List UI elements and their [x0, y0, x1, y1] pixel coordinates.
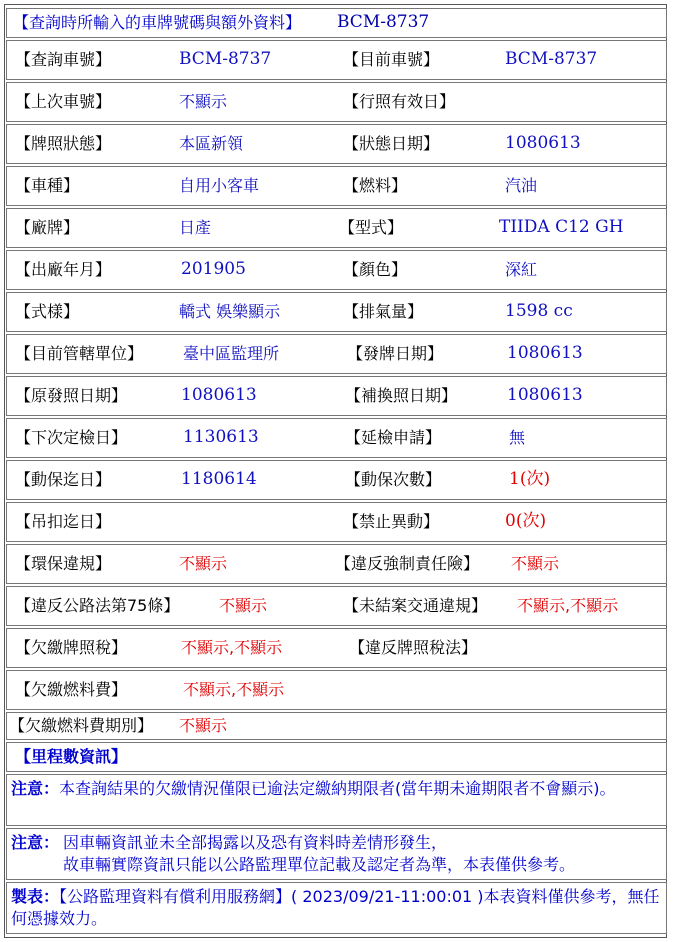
row-brand	[6, 208, 667, 248]
row-collateral	[6, 460, 667, 500]
footer-prefix: 製表：	[11, 887, 60, 906]
label-license-valid: 【行照有效日】	[343, 92, 456, 111]
label-suspension-until: 【吊扣迄日】	[15, 512, 112, 531]
label-displacement: 【排氣量】	[343, 302, 424, 321]
value-next-inspection: 1130613	[183, 427, 259, 447]
value-issue-date: 1080613	[507, 343, 583, 363]
label-status-date: 【狀態日期】	[343, 134, 440, 153]
value-status-date: 1080613	[505, 133, 581, 153]
footer-source: 【公路監理資料有償利用服務網】	[59, 887, 292, 906]
label-env-violation: 【環保違規】	[15, 554, 112, 573]
row-jurisdiction	[6, 334, 667, 374]
value-reissue-date: 1080613	[507, 385, 583, 405]
note-1-body: 本查詢結果的欠繳情況僅限已逾法定繳納期限者(當年期未逾期限者不會顯示)。	[59, 779, 616, 798]
value-body-style: 轎式 娛樂顯示	[179, 302, 281, 321]
label-brand: 【廠牌】	[15, 218, 80, 237]
label-model: 【型式】	[339, 218, 404, 237]
label-reissue-date: 【補換照日期】	[345, 386, 458, 405]
value-prev-plate: 不顯示	[179, 92, 228, 111]
note-2	[6, 828, 667, 880]
note-2-line-2: 故車輛實際資訊只能以公路監理單位記載及認定者為準，本表僅供參考。	[63, 855, 576, 874]
label-open-traffic-violation: 【未結案交通違規】	[343, 596, 488, 615]
footer-text	[11, 886, 662, 930]
row-prev-plate	[6, 82, 667, 122]
note-1-text	[11, 778, 662, 800]
label-transfer-ban: 【禁止異動】	[343, 512, 440, 531]
value-transfer-ban: 0(次)	[505, 511, 547, 531]
label-manufacture: 【出廠年月】	[15, 260, 112, 279]
label-fuel: 【燃料】	[343, 176, 408, 195]
value-vehicle-type: 自用小客車	[179, 176, 260, 195]
row-plate-status	[6, 124, 667, 164]
label-color: 【顏色】	[343, 260, 408, 279]
label-highway-law: 【違反公路法第75條】	[15, 596, 180, 615]
value-unpaid-license-tax: 不顯示,不顯示	[181, 638, 283, 657]
label-issue-date: 【發牌日期】	[347, 344, 444, 363]
label-plate-status: 【牌照狀態】	[15, 134, 112, 153]
mileage-header: 【里程數資訊】	[15, 747, 128, 766]
value-collateral-count: 1(次)	[509, 469, 551, 489]
value-collateral-until: 1180614	[181, 469, 257, 489]
value-query-plate: BCM-8737	[179, 49, 272, 69]
value-manufacture: 201905	[181, 259, 246, 279]
value-inspection-extension: 無	[509, 428, 526, 447]
row-plate	[6, 40, 667, 80]
label-collateral-until: 【動保迄日】	[15, 470, 112, 489]
row-next-inspection	[6, 418, 667, 458]
row-manufacture	[6, 250, 667, 290]
row-vehicle-type	[6, 166, 667, 206]
row-body-style	[6, 292, 667, 332]
row-suspension	[6, 502, 667, 542]
row-original-issue	[6, 376, 667, 416]
value-unpaid-fuel-fee: 不顯示,不顯示	[183, 680, 285, 699]
title-plate: BCM-8737	[337, 12, 430, 32]
label-license-tax-violation: 【違反牌照稅法】	[349, 638, 478, 657]
label-unpaid-fuel-fee: 【欠繳燃料費】	[15, 680, 128, 699]
value-fuel-fee-period: 不顯示	[179, 716, 228, 735]
value-plate-status: 本區新領	[179, 134, 244, 153]
label-unpaid-license-tax: 【欠繳牌照稅】	[15, 638, 128, 657]
value-displacement: 1598 cc	[505, 301, 573, 321]
value-color: 深紅	[505, 260, 538, 279]
row-env-violation	[6, 544, 667, 584]
label-next-inspection: 【下次定檢日】	[15, 428, 128, 447]
value-fuel: 汽油	[505, 176, 538, 195]
footer-disclaimer: 本表資料僅供參考，無任何憑據效力。	[11, 887, 660, 928]
title-label: 【查詢時所輸入的車牌號碼與額外資料】	[13, 13, 302, 32]
note-1-prefix: 注意：	[11, 779, 60, 798]
note-2-prefix: 注意：	[11, 833, 60, 852]
label-prev-plate: 【上次車號】	[15, 92, 112, 111]
label-fuel-fee-period: 【欠繳燃料費期別】	[9, 716, 154, 735]
value-jurisdiction: 臺中區監理所	[183, 344, 280, 363]
label-vehicle-type: 【車種】	[15, 176, 80, 195]
value-highway-law: 不顯示	[219, 596, 268, 615]
value-model: TIIDA C12 GH	[499, 217, 624, 237]
label-original-issue: 【原發照日期】	[15, 386, 128, 405]
label-query-plate: 【查詢車號】	[15, 50, 112, 69]
label-collateral-count: 【動保次數】	[345, 470, 442, 489]
note-1	[6, 774, 667, 826]
footer-timestamp: ( 2023/09/21-11:00:01 )	[291, 887, 484, 906]
note-2-line-1: 因車輛資訊並未全部揭露以及恐有資料時差情形發生，	[63, 833, 448, 852]
footer	[6, 882, 667, 934]
value-original-issue: 1080613	[181, 385, 257, 405]
value-insurance-violation: 不顯示	[511, 554, 560, 573]
value-brand: 日產	[179, 218, 212, 237]
label-jurisdiction: 【目前管轄單位】	[15, 344, 144, 363]
title-bar	[6, 8, 667, 38]
row-license-tax	[6, 628, 667, 668]
value-open-traffic-violation: 不顯示,不顯示	[517, 596, 619, 615]
label-current-plate: 【目前車號】	[343, 50, 440, 69]
row-highway-law	[6, 586, 667, 626]
value-current-plate: BCM-8737	[505, 49, 598, 69]
row-fuel-fee	[6, 670, 667, 710]
mileage-section	[6, 742, 667, 772]
label-body-style: 【式樣】	[15, 302, 80, 321]
label-insurance-violation: 【違反強制責任險】	[335, 554, 480, 573]
row-fuel-fee-period	[6, 712, 667, 740]
value-env-violation: 不顯示	[179, 554, 228, 573]
label-inspection-extension: 【延檢申請】	[345, 428, 442, 447]
